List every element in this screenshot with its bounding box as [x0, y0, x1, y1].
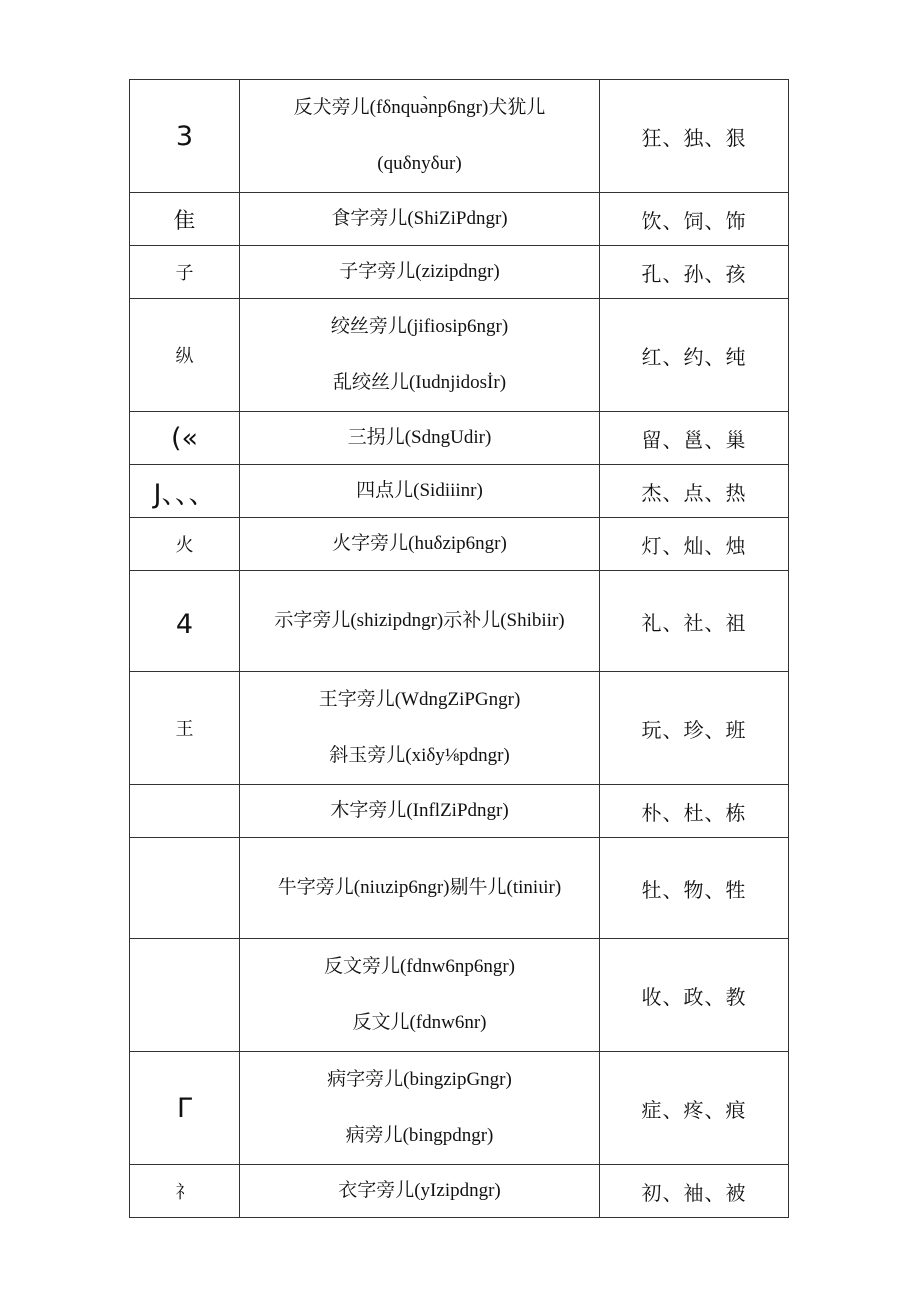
- description-line: 四点儿(Sidiiinr): [356, 479, 483, 501]
- radical-description: [240, 299, 600, 412]
- radical-symbol: 4: [130, 571, 240, 672]
- example-characters: 初、袖、被: [600, 1165, 789, 1218]
- description-line: 衣字旁儿(yIzipdngr): [338, 1179, 501, 1201]
- table-row: [130, 1165, 789, 1218]
- description-line: 示字旁儿(shizipdngr)示补儿(Shibiir): [274, 609, 565, 631]
- description-line: 木字旁儿(InflZiPdngr): [330, 799, 509, 821]
- radicals-table: [129, 79, 789, 1218]
- description-line: 病字旁儿(bingzipGngr): [327, 1069, 512, 1090]
- radical-symbol: [130, 939, 240, 1052]
- radical-description: [240, 672, 600, 785]
- radical-description: [240, 80, 600, 193]
- description-line: 反犬旁儿(fδnquə̀np6ngr)犬犹儿: [293, 97, 546, 118]
- description-line: 斜玉旁儿(xiδy⅛pdngr): [329, 745, 510, 766]
- table-row: [130, 518, 789, 571]
- example-characters: 礼、社、祖: [600, 571, 789, 672]
- table-row: [130, 193, 789, 246]
- radical-symbol: 3: [130, 80, 240, 193]
- table-row: [130, 246, 789, 299]
- radical-symbol: 隹: [130, 193, 240, 246]
- table-row: [130, 1052, 789, 1165]
- example-characters: 症、疼、痕: [600, 1052, 789, 1165]
- example-characters: 朴、杜、栋: [600, 785, 789, 838]
- table-row: [130, 465, 789, 518]
- radical-symbol: («: [130, 412, 240, 465]
- description-line: 反文旁儿(fdnw6np6ngr): [323, 956, 516, 977]
- radical-description: [240, 246, 600, 299]
- radical-symbol: Γ: [130, 1052, 240, 1165]
- example-characters: 灯、灿、烛: [600, 518, 789, 571]
- radical-symbol: J、、、: [130, 465, 240, 518]
- description-line: 食字旁儿(ShiZiPdngr): [331, 207, 508, 229]
- example-characters: 杰、点、热: [600, 465, 789, 518]
- table-row: [130, 571, 789, 672]
- table-row: [130, 939, 789, 1052]
- example-characters: 饮、饲、饰: [600, 193, 789, 246]
- radical-description: [240, 412, 600, 465]
- radical-description: [240, 785, 600, 838]
- description-line: 反文儿(fdnw6nr): [352, 1012, 487, 1033]
- radical-symbol: 王: [130, 672, 240, 785]
- table-row: [130, 299, 789, 412]
- description-line: 牛字旁儿(niιιzip6ngr)剔牛儿(tiniιir): [277, 876, 562, 898]
- description-line: 病旁儿(bingpdngr): [345, 1125, 494, 1146]
- example-characters: 收、政、教: [600, 939, 789, 1052]
- radical-description: [240, 838, 600, 939]
- description-line: 三拐儿(SdngUdir): [347, 426, 492, 448]
- table-row: [130, 785, 789, 838]
- example-characters: 狂、独、狠: [600, 80, 789, 193]
- radical-description: [240, 1165, 600, 1218]
- example-characters: 留、邕、巢: [600, 412, 789, 465]
- table-row: [130, 412, 789, 465]
- description-line: 子字旁儿(zizipdngr): [339, 260, 500, 282]
- radical-symbol: [130, 838, 240, 939]
- radical-description: [240, 193, 600, 246]
- description-line: 王字旁儿(WdngZiPGngr): [318, 689, 521, 710]
- radical-description: [240, 1052, 600, 1165]
- example-characters: 玩、珍、班: [600, 672, 789, 785]
- example-characters: 孔、孙、孩: [600, 246, 789, 299]
- radical-symbol: [130, 785, 240, 838]
- table-row: [130, 80, 789, 193]
- description-line: 绞丝旁儿(jifiosip6ngr): [330, 316, 509, 337]
- radical-description: [240, 571, 600, 672]
- example-characters: 牡、物、牲: [600, 838, 789, 939]
- radical-description: [240, 939, 600, 1052]
- description-line: 火字旁儿(huδzip6ngr): [332, 532, 507, 554]
- radical-symbol: 纵: [130, 299, 240, 412]
- radical-description: [240, 465, 600, 518]
- description-line: (quδnyδur): [377, 153, 462, 174]
- example-characters: 红、约、纯: [600, 299, 789, 412]
- radical-description: [240, 518, 600, 571]
- table-row: [130, 838, 789, 939]
- radical-symbol: 礻: [130, 1165, 240, 1218]
- radical-symbol: 子: [130, 246, 240, 299]
- radical-symbol: 火: [130, 518, 240, 571]
- table-row: [130, 672, 789, 785]
- description-line: 乱绞丝儿(Iudnjidosİr): [332, 372, 507, 393]
